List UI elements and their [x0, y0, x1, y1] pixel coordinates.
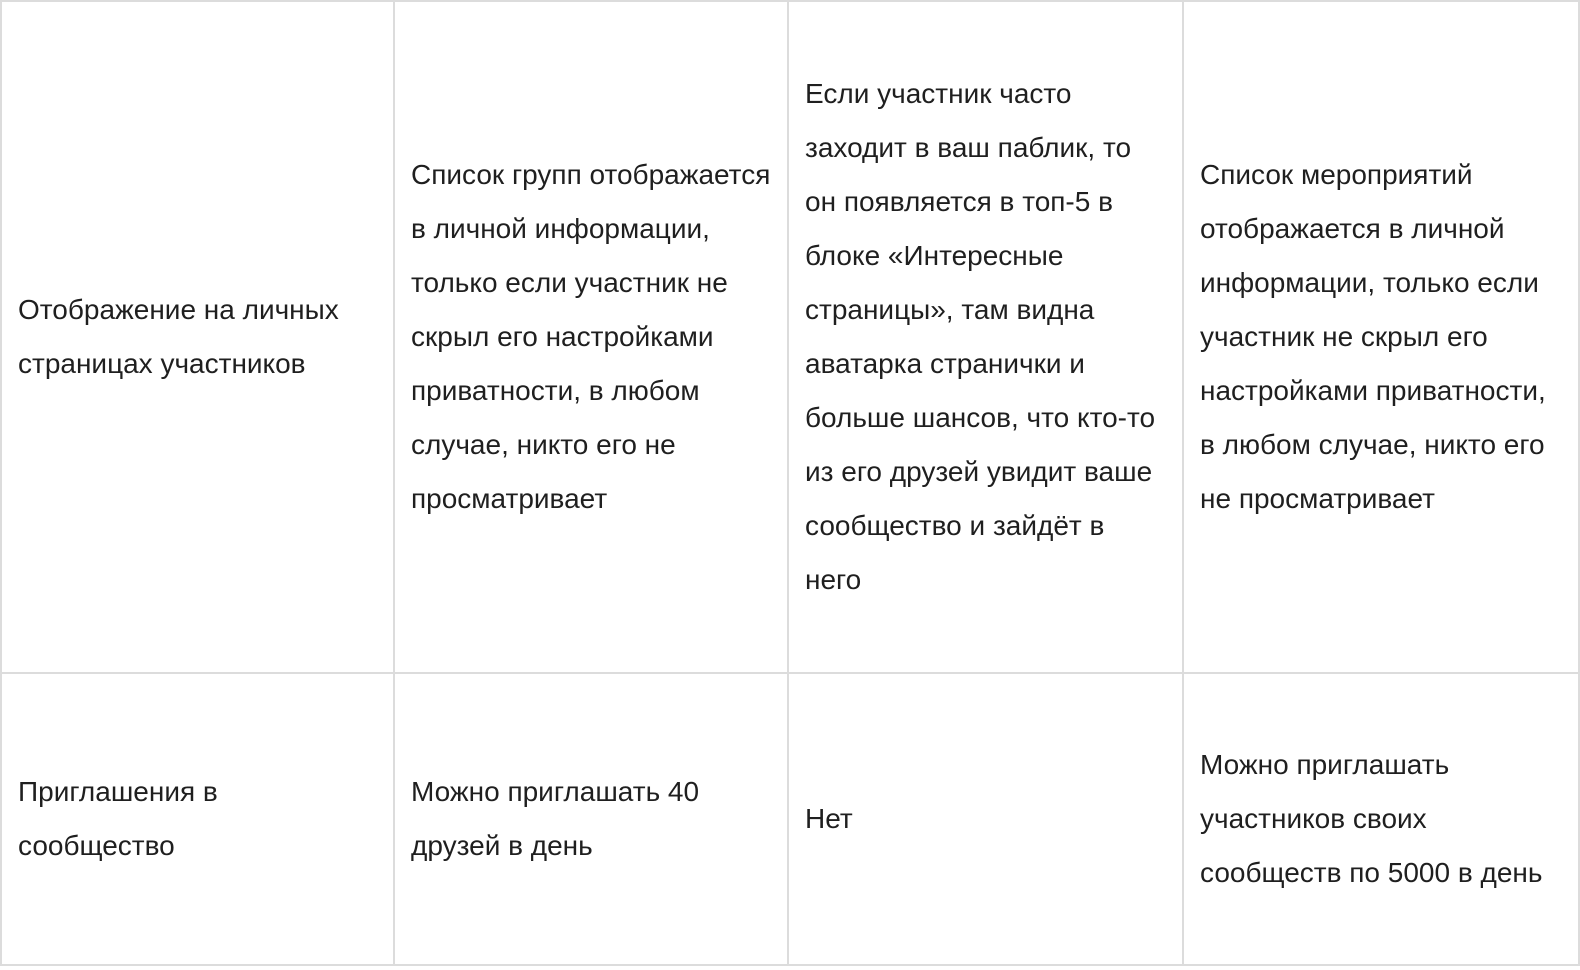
cell-text: Список мероприятий отображается в личной информации, только если участник не скрыл его настройками приватности, в любом случае, никто его не просматривает [1200, 159, 1546, 514]
table-cell-feature [1, 673, 394, 965]
table-cell-groups [394, 1, 788, 673]
table-cell-groups [394, 673, 788, 965]
cell-text: Приглашения в сообщество [18, 776, 218, 861]
cell-text: Можно приглашать 40 друзей в день [411, 776, 700, 861]
cell-text: Список групп отображается в личной информации, только если участник не скрыл его настройками приватности, в любом случае, никто его не просматривает [411, 159, 771, 514]
table-row-invitations [1, 673, 1579, 965]
cell-text: Если участник часто заходит в ваш паблик, то он появляется в топ-5 в блоке «Интересные страницы», там видна аватарка странички и больше шансов, что кто-то из его друзей увидит ваше сообщество и зайдёт в него [805, 78, 1156, 595]
cell-text: Нет [805, 803, 853, 834]
table-cell-publics [788, 1, 1183, 673]
table-cell-events [1183, 1, 1579, 673]
table-cell-publics [788, 673, 1183, 965]
cell-text: Отображение на личных страницах участников [18, 294, 339, 379]
table-cell-feature [1, 1, 394, 673]
table-row-profile-display [1, 1, 1579, 673]
table-cell-events [1183, 673, 1579, 965]
cell-text: Можно приглашать участников своих сообществ по 5000 в день [1200, 749, 1543, 888]
